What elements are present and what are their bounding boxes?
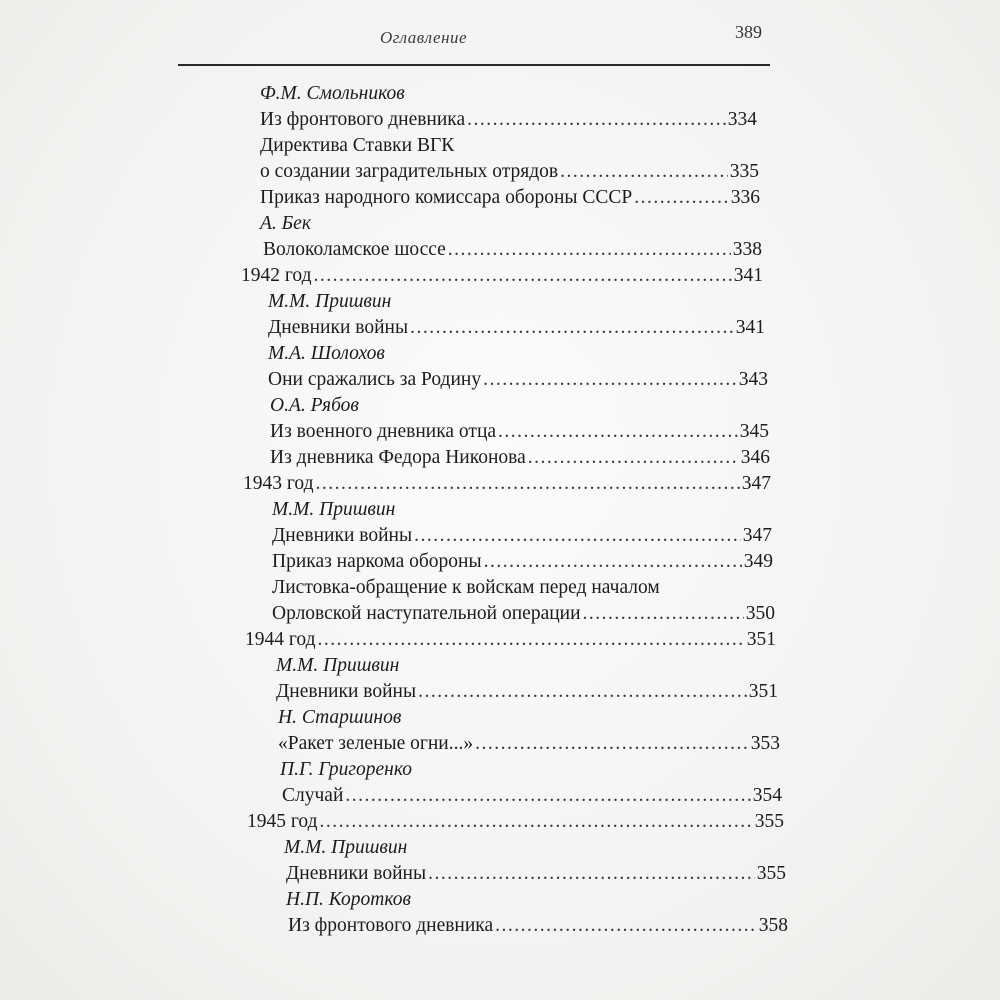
toc-entry[interactable] [288, 910, 788, 942]
toc-entry-title: Орловской наступательной операции [272, 603, 581, 624]
toc-entry-page: 341 [735, 317, 765, 338]
header-page-number: 389 [735, 22, 762, 42]
toc-entry-title: Приказ народного комиссара обороны СССР [260, 187, 633, 208]
toc-entry-page: 354 [752, 785, 782, 806]
toc-author: М.М. Пришвин [284, 837, 408, 858]
leader-dots [495, 910, 757, 942]
toc-entry-page: 351 [746, 629, 776, 650]
toc-entry-title: о создании заградительных отрядов [260, 161, 559, 182]
toc-author: М.А. Шолохов [268, 343, 385, 364]
leader-dots [410, 312, 734, 344]
toc-entry-page: 351 [748, 681, 778, 702]
toc-entry-page: 353 [750, 733, 780, 754]
toc-year-title: 1942 год [241, 265, 312, 286]
toc-entry-title: Дневники войны [272, 525, 413, 546]
toc-entry-title: Из фронтового дневника [288, 915, 494, 936]
toc-entry-title-line: Директива Ставки ВГК [260, 135, 455, 156]
toc-year-title: 1943 год [243, 473, 314, 494]
toc-entry-page: 338 [732, 239, 762, 260]
toc-author: М.М. Пришвин [276, 655, 400, 676]
leader-dots [467, 104, 726, 136]
toc-entry-page: 343 [738, 369, 768, 390]
leader-dots [634, 182, 728, 214]
toc-entry-page: 346 [740, 447, 770, 468]
toc-year-title: 1944 год [245, 629, 316, 650]
toc-entry-page: 335 [729, 161, 759, 182]
toc-entry-page: 349 [743, 551, 773, 572]
toc-entry-page: 350 [745, 603, 775, 624]
toc-entry-page: 347 [741, 473, 771, 494]
leader-dots [418, 676, 747, 708]
toc-entry-page: 347 [742, 525, 772, 546]
toc-entry-title: Волоколамское шоссе [263, 239, 446, 260]
toc-entry[interactable] [260, 182, 760, 214]
toc-author: А. Бек [260, 213, 311, 234]
toc-author: П.Г. Григоренко [280, 759, 412, 780]
toc-entry-title: Дневники войны [286, 863, 427, 884]
toc-entry-page: 341 [733, 265, 763, 286]
toc-entry-page: 355 [754, 811, 784, 832]
toc-author: Н.П. Коротков [286, 889, 411, 910]
leader-dots [428, 858, 755, 890]
toc-entry-title: «Ракет зеленые огни...» [278, 733, 474, 754]
header-title: Оглавление [380, 28, 468, 47]
toc-author: М.М. Пришвин [268, 291, 392, 312]
toc-entry-title: Случай [282, 785, 344, 806]
toc-entry-title: Из фронтового дневника [260, 109, 466, 130]
toc-entry-title: Они сражались за Родину [268, 369, 482, 390]
toc-entry-page: 358 [758, 915, 788, 936]
toc-author: О.А. Рябов [270, 395, 359, 416]
toc-author: М.М. Пришвин [272, 499, 396, 520]
toc-entry-title: Дневники войны [276, 681, 417, 702]
toc-entry-title: Приказ наркома обороны [272, 551, 482, 572]
toc-entry-title: Дневники войны [268, 317, 409, 338]
toc-author: Н. Старшинов [278, 707, 402, 728]
leader-dots [475, 728, 749, 760]
toc-entry-page: 336 [730, 187, 760, 208]
toc-year-title: 1945 год [247, 811, 318, 832]
toc-entry-title: Из дневника Федора Никонова [270, 447, 526, 468]
toc-entry-title-line: Листовка-обращение к войскам перед началом [272, 577, 660, 598]
toc-entry-page: 345 [739, 421, 769, 442]
leader-dots [483, 364, 737, 396]
toc-entry-page: 355 [756, 863, 786, 884]
toc-author: Ф.М. Смольников [260, 83, 405, 104]
toc-entry-page: 334 [727, 109, 757, 130]
toc-entry-title: Из военного дневника отца [270, 421, 497, 442]
